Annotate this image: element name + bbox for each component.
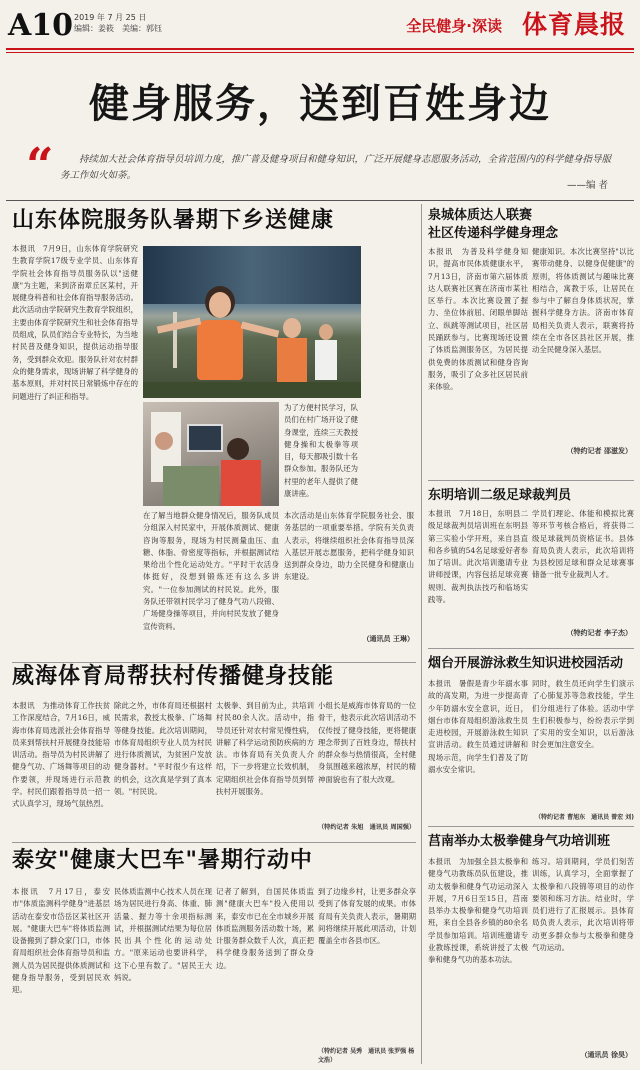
story-rule [428, 480, 634, 481]
intro-byline: ——编 者 [566, 180, 608, 191]
story-body-col: 本次活动是山东体育学院服务社会、服务基层的一项重要举措。学院有关负责人表示，将继续组织社会体育指导员深入基层开展志愿服务，把科学健身知识送到群众身边，助力全民健身和健康山东建设。 [284, 511, 414, 582]
story-body-col: 在了解当地群众健身情况后，服务队成员分组深入村民家中，开展体质测试、健康咨询等服务，现场为村民测量血压、血糖、体脂、骨密度等指标，并根据测试结果给出个性化运动处方。"平时干农活身体挺好，没想到锻炼还有这么多讲究。"一位参加测试的村民说。此外，服务队还带领村民学习了健身气功八段锦、广场健身操等项目，并向村民发放了健身宣传资料。 [143, 511, 279, 631]
editor-intro: 持续加大社会体育指导员培训力度，推广普及健身项目和健身知识，广泛开展健身志愿服务活动，全省范围内的科学健身指导服务工作如火如荼。 [60, 154, 612, 181]
story-credit: （特约记者 曹旭东 通讯员 曾宏 刘) [534, 814, 634, 821]
story-body-col: 健康知识。本次比赛坚持"以比赛带动健身、以健身促健康"的原则，将体质测试与趣味比赛相结合，寓教于乐，让居民在参与中了解自身体质状况，掌握科学健身方法。济南市体育局相关负责人表示，联赛将持续在全市各区县社区开展，推动全民健身深入基层。 [532, 247, 634, 355]
story-body-col: 练习。培训期间，学员们刻苦训练，认真学习，全面掌握了太极拳和八段锦等项目的动作要领和练习方法。结业时，学员们进行了汇报展示。县体育局负责人表示，此次培训将带动更多群众参与太极拳和健身气功运动。 [532, 857, 634, 953]
issue-date: 2019 年 7 月 25 日 [74, 13, 147, 22]
editor-line: 编辑：姜筱 美编：郭钰 [74, 24, 162, 33]
header-rule-thin [6, 52, 634, 53]
story-body-col: 本报讯 7月18日，东明县二级足球裁判员培训班在东明县第三实验小学开班，来自县直和各乡镇的54名足球爱好者参加了培训。此次培训邀请专业讲师授课，内容包括足球竞赛规则、裁判执法技巧和临场实践等。 [428, 509, 528, 605]
newspaper-logo: 体育晨报 [521, 10, 626, 39]
page-meta [74, 12, 294, 34]
page-number: A10 [8, 8, 74, 43]
story-credit: （特约记者 李子杰） [566, 629, 632, 637]
story-body-col: 本报讯 7月17日，泰安市"体质监测科学健身"进基层活动在泰安市岱岳区某社区开展。"健康大巴车"将体质监测设备搬到了群众家门口，市体育局组织社会体育指导员和监测人员为居民提供体质测试和健身指导服务，受到居民欢迎。 [12, 887, 110, 995]
intro-rule [6, 200, 634, 201]
side-title-dongming: 东明培训二级足球裁判员 [428, 488, 572, 503]
story-credit: （通讯员 王琳） [362, 635, 414, 643]
side-title-junan: 莒南举办太极拳健身气功培训班 [428, 834, 611, 849]
story-rule [12, 842, 416, 843]
story-body-col: 到了边缘乡村，让更多群众享受到了体育发展的成果。市体育局有关负责人表示，暑期期间将继续开展此项活动，计划覆盖全市各县市区。 [318, 887, 416, 946]
story-body-col: 同时，救生员还向学生们演示了心肺复苏等急救技能，学生们分组进行了体验。活动中学生们积极参与，纷纷表示学到了实用的安全知识，以后游泳时会更加注意安全。 [532, 679, 634, 750]
photo-woman-teaching [143, 246, 361, 398]
story-body-col: 本报讯 7月9日，山东体育学院研究生教育学院17级专业学员、山东体育学院社会体育指导员服务队以"送健康"为主题，来到济南章丘区某村，开展健身科普和社会体育指导服务活动。此次活动由学院研究生教育学院组织，主要由体育学院研究生和社会体育指导员组成，队员们结合专业特长，为当地村民普及健身知识，提供运动指导服务，受到群众欢迎。服务队针对农村群众的健身需求，现场讲解了科学健身的基本原则，并对村民日常锻炼中存在的问题进行了纠正和指导。 [12, 244, 138, 401]
story-credit: （特约记者 邵滋发） [566, 447, 632, 455]
story-body-col: 为了方便村民学习，队员们在村广场开设了健身课堂，连续三天教授健身操和太极拳等项目，每天都吸引数十名群众参加。服务队还为村里的老年人提供了健康讲座。 [284, 403, 358, 499]
story-credit: （特约记者 吴秀 通讯员 张罗强 杨文浩） [318, 1048, 415, 1064]
story-body-col: 本报讯 暑假是青少年溺水事故的高发期，为进一步提高青少年防溺水安全意识，近日，烟台市体育局组织游泳救生员走进校园，开展游泳救生知识宣讲活动。救生员通过讲解和现场示范，向学生们普及了防溺水安全常识。 [428, 679, 528, 775]
story-body-col: 本报讯 为推动体育工作扶贫工作深度结合，7月16日，威海市体育局选派社会体育指导员来到帮扶村开展健身技能培训活动。指导员为村民讲解了健身气功、广场舞等项目的动作要领，并现场进行示范教学。村民们跟着指导员一招一式认真学习，现场气氛热烈。 [12, 701, 110, 809]
story-credit: （通讯员 徐昊） [580, 1051, 632, 1059]
story-body-col: 小组长是威海市体育局的一位骨干，他表示此次培训活动不仅传授了健身技能，更将健康理念带到了百姓身边，帮扶村的群众参与热情很高，全村健身氛围越来越浓厚，村民的精神面貌也有了很大改观。 [318, 701, 416, 784]
photo-health-check [143, 402, 279, 506]
column-divider [421, 204, 422, 1064]
story-body-col: 本报讯 为普及科学健身知识，提高市民体质健康水平，7月13日，济南市第六届体质达人联赛社区赛在济南市某社区举行。本次比赛设置了握力、坐位体前屈、闭眼单脚站立、纵跳等测试项目，社区居民踊跃参与。比赛现场还设置了体质监测服务区，为居民提供免费的体质测试和健身咨询服务，吸引了众多社区居民前来体验。 [428, 247, 528, 392]
story-body-col: 学员们理论、体能和模拟比赛等环节考核合格后，将获得二级足球裁判员资格证书。县体育局负责人表示，此次培训将为县校园足球和群众足球赛事储备一批专业裁判人才。 [532, 509, 634, 580]
story-credit: （特约记者 朱旭 通讯员 周国强） [318, 824, 416, 831]
story-title-weihai: 威海体育局帮扶村传播健身技能 [12, 664, 335, 689]
side-title-yantai: 烟台开展游泳救生知识进校园活动 [428, 656, 624, 671]
story-rule [428, 826, 634, 827]
story-title-shandong: 山东体院服务队暑期下乡送健康 [12, 208, 335, 233]
story-body-col: 除此之外，市体育局还根据村民需求，教授太极拳、广场舞等健身技能。此次培训期间，市体育局组织专业人员为村民进行体质测试，为贫困户发放健身器材。"平时很少有这样的机会，这次真是学到了真本领。"村民说。 [114, 701, 212, 797]
quote-icon: “ [26, 138, 54, 194]
section-title: 全民健身·深读 [406, 17, 502, 35]
story-body-col: 民体质监测中心技术人员在现场为居民进行身高、体重、肺活量、握力等十余项指标测试，并根据测试结果为每位居民出具个性化的运动处方。"原来运动也要讲科学，这下心里有数了。"居民王大妈说。 [114, 887, 212, 983]
page-headline: 健身服务，送到百姓身边 [89, 81, 551, 127]
header-rule [6, 48, 634, 50]
story-body-col: 太极拳、到目前为止，共培训村民80余人次。活动中，指导员还针对农村常见慢性病，讲解了科学运动预防疾病的方法。市体育局有关负责人介绍，下一步将建立长效机制，定期组织社会体育指导员到帮扶村开展服务。 [216, 701, 314, 797]
story-body-col: 本报讯 为加强全县太极拳和健身气功教练员队伍建设，推动太极拳和健身气功运动深入开展，7月6日至15日，莒南县举办太极拳和健身气功培训班，来自全县各乡镇的80余名学员参加培训。培训班邀请专业教练授课，系统讲授了太极拳和健身气功的基本功法。 [428, 857, 528, 965]
story-body-col: 记者了解到，自国民体质监测"健康大巴车"投入使用以来，泰安市已在全市城乡开展体质监测服务活动数十场，累计服务群众数千人次，真正把科学健身服务送到了群众身边。 [216, 887, 314, 970]
story-rule [428, 648, 634, 649]
side-title-jinan-2: 社区传递科学健身理念 [428, 226, 559, 241]
side-title-jinan-1: 泉城体质达人联赛 [428, 208, 533, 223]
story-title-taian: 泰安"健康大巴车"暑期行动中 [12, 848, 313, 873]
